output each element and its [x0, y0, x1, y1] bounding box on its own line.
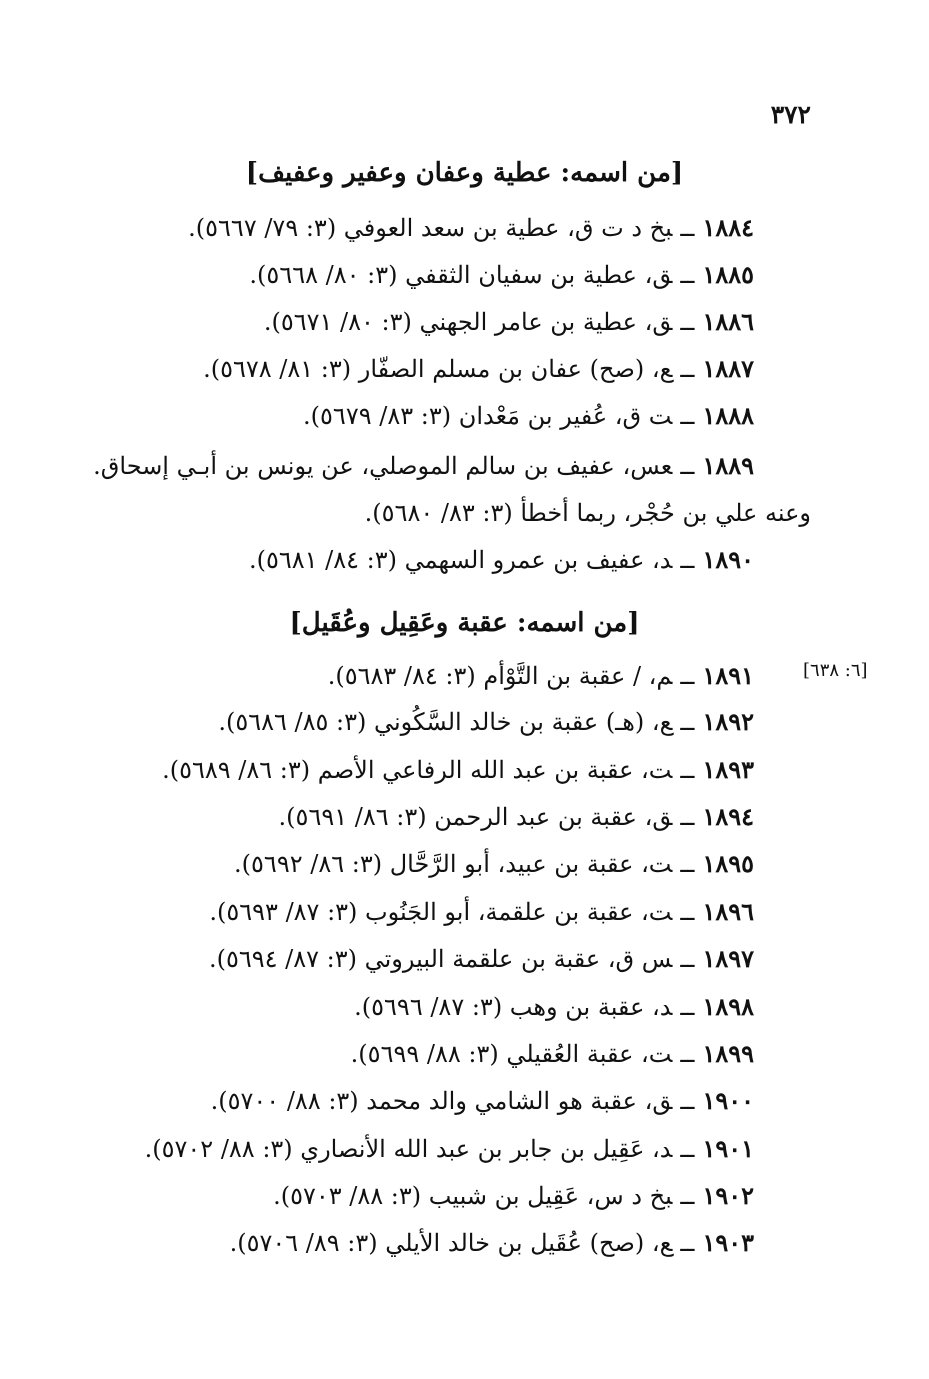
entry-number: ١٩٠١	[702, 1134, 754, 1163]
entry-dash: ــ	[680, 355, 695, 383]
entry-1897	[209, 943, 754, 975]
entry-1891	[328, 660, 754, 692]
entry-1896	[209, 896, 754, 928]
entry-text: ت، عقبة بن عبد الله الرفاعي الأصم (٣: ٨٦/ ٥٦٨٩).	[162, 756, 673, 784]
entry-text: عس، عفيف بن سالم الموصلي، عن يونس بن أبـي إسحاق.	[93, 452, 673, 480]
entry-dash: ــ	[680, 850, 695, 878]
entry-number: ١٨٩٥	[702, 849, 754, 878]
entry-dash: ــ	[680, 452, 695, 480]
entry-text: د، عقبة بن وهب (٣: ٨٧/ ٥٦٩٦).	[354, 993, 673, 1021]
entry-1895	[234, 848, 754, 880]
entry-1885	[249, 259, 754, 291]
entry-1894	[279, 801, 754, 833]
entry-dash: ــ	[680, 756, 695, 784]
entry-1893	[162, 754, 754, 786]
page-number: ٣٧٢	[770, 100, 811, 129]
entry-number: ١٨٩٠	[702, 545, 754, 574]
margin-note: [٦: ٦٣٨]	[803, 660, 868, 681]
entry-number: ١٨٨٥	[702, 260, 754, 289]
entry-1888	[303, 400, 754, 432]
entry-dash: ــ	[680, 1087, 695, 1115]
entry-number: ١٨٩٤	[702, 802, 754, 831]
entry-number: ١٨٩٨	[702, 992, 754, 1021]
entry-dash: ــ	[680, 1135, 695, 1163]
entry-dash: ــ	[680, 803, 695, 831]
entry-number: ١٨٨٦	[702, 307, 754, 336]
entry-text: ت، عقبة العُقيلي (٣: ٨٨/ ٥٦٩٩).	[350, 1040, 673, 1068]
entry-number: ١٨٨٨	[702, 401, 754, 430]
entry-text: م، / عقبة بن التَّوْأم (٣: ٨٤/ ٥٦٨٣).	[327, 662, 673, 690]
entry-number: ١٨٩٩	[702, 1039, 754, 1068]
entry-dash: ــ	[680, 402, 695, 430]
entry-number: ١٨٩٢	[702, 707, 754, 736]
entry-1900	[211, 1085, 754, 1117]
entry-text: ق، عطية بن سفيان الثقفي (٣: ٨٠/ ٥٦٦٨).	[249, 261, 673, 289]
entry-1898	[354, 991, 754, 1023]
entry-1902	[273, 1180, 754, 1212]
entry-number: ١٨٨٧	[702, 354, 754, 383]
entry-1890	[249, 544, 754, 576]
entry-dash: ــ	[680, 214, 695, 242]
entry-dash: ــ	[680, 662, 695, 690]
entry-dash: ــ	[680, 261, 695, 289]
entry-text: بخ د س، عَقِيل بن شبيب (٣: ٨٨/ ٥٧٠٣).	[273, 1182, 673, 1210]
entry-number: ١٩٠٢	[702, 1181, 754, 1210]
entry-dash: ــ	[680, 1229, 695, 1257]
entry-number: ١٩٠٠	[702, 1086, 754, 1115]
entry-dash: ــ	[680, 945, 695, 973]
entry-number: ١٨٩٦	[702, 897, 754, 926]
entry-text: ع، (صح) عفان بن مسلم الصفّار (٣: ٨١/ ٥٦٧٨).	[203, 355, 673, 383]
entry-text: ق، عقبة هو الشامي والد محمد (٣: ٨٨/ ٥٧٠٠).	[210, 1087, 673, 1115]
entry-number: ١٨٩٣	[702, 755, 754, 784]
section-heading-1: [من اسمه: عطية وعفان وعفير وعفيف]	[245, 158, 684, 188]
entry-text: ق، عقبة بن عبد الرحمن (٣: ٨٦/ ٥٦٩١).	[278, 803, 673, 831]
entry-1901	[145, 1133, 754, 1165]
entry-number: ١٩٠٣	[702, 1228, 754, 1257]
entry-number: ١٨٨٤	[702, 213, 754, 242]
entry-dash: ــ	[680, 308, 695, 336]
entry-dash: ــ	[680, 1182, 695, 1210]
entry-text: بخ د ت ق، عطية بن سعد العوفي (٣: ٧٩/ ٥٦٦٧).	[188, 214, 673, 242]
entry-1887	[203, 353, 754, 385]
entry-text: ع، (هـ) عقبة بن خالد السَّكُوني (٣: ٨٥/ ٥٦٨٦).	[218, 708, 673, 736]
entry-text: ق، عطية بن عامر الجهني (٣: ٨٠/ ٥٦٧١).	[263, 308, 673, 336]
entry-text: ت، عقبة بن عبيد، أبو الرَّحَّال (٣: ٨٦/ ٥٦٩٢).	[234, 850, 673, 878]
entry-dash: ــ	[680, 1040, 695, 1068]
entry-dash: ــ	[680, 708, 695, 736]
entry-1889	[93, 450, 754, 482]
entry-number: ١٨٩١	[702, 661, 754, 690]
entry-number: ١٨٨٩	[702, 451, 754, 480]
entry-1889-continuation: وعنه علي بن حُجْر، ربما أخطأ (٣: ٨٣/ ٥٦٨٠).	[364, 499, 811, 527]
entry-dash: ــ	[680, 898, 695, 926]
entry-1892	[218, 706, 754, 738]
entry-dash: ــ	[680, 993, 695, 1021]
entry-text: ت ق، عُفير بن مَعْدان (٣: ٨٣/ ٥٦٧٩).	[303, 402, 673, 430]
entry-text: د، عَقِيل بن جابر بن عبد الله الأنصاري (٣: ٨٨/ ٥٧٠٢).	[144, 1135, 673, 1163]
entry-1899	[351, 1038, 754, 1070]
section-heading-2: [من اسمه: عقبة وعَقِيل وعُقَيل]	[289, 608, 640, 638]
entry-1903	[230, 1227, 754, 1259]
entry-number: ١٨٩٧	[702, 944, 754, 973]
entry-text: س ق، عقبة بن علقمة البيروتي (٣: ٨٧/ ٥٦٩٤).	[208, 945, 673, 973]
entry-1886	[264, 306, 754, 338]
entry-1884	[188, 212, 754, 244]
entry-text: ع، (صح) عُقَيل بن خالد الأيلي (٣: ٨٩/ ٥٧٠٦).	[229, 1229, 673, 1257]
entry-dash: ــ	[680, 546, 695, 574]
entry-text: ت، عقبة بن علقمة، أبو الجَنُوب (٣: ٨٧/ ٥٦٩٣).	[209, 898, 673, 926]
entry-text: د، عفيف بن عمرو السهمي (٣: ٨٤/ ٥٦٨١).	[248, 546, 673, 574]
